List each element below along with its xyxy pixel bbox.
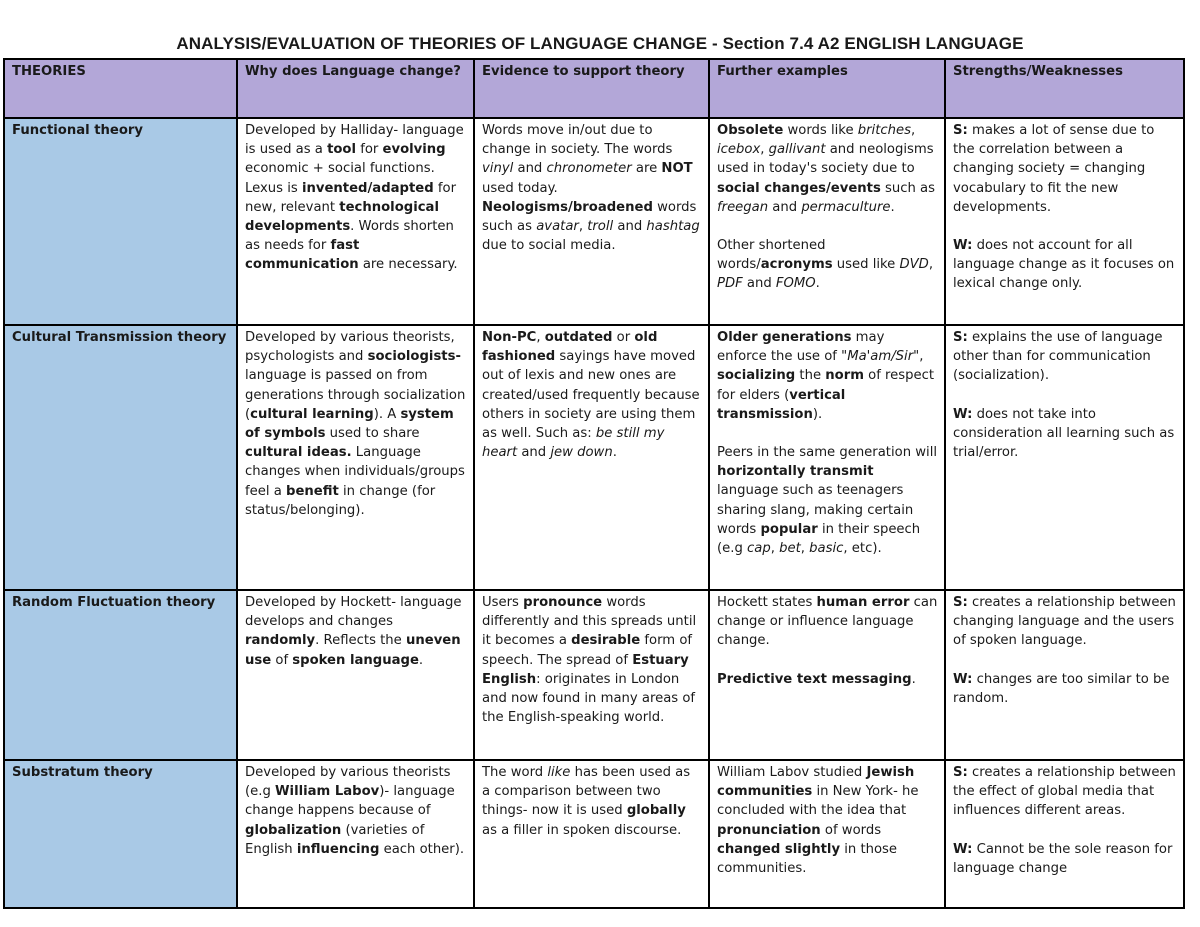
bold-text: cultural ideas. (245, 445, 352, 461)
text-run: and (742, 276, 776, 292)
text-run: Hockett states (717, 595, 817, 610)
table-row (4, 118, 1184, 325)
italic-text: hashtag (646, 219, 700, 235)
cell-paragraph (245, 121, 467, 275)
text-run: used like (832, 257, 900, 273)
bold-text: cultural learning (250, 406, 374, 422)
text-run: Other shortened words/ (717, 238, 826, 273)
text-run: for (356, 142, 383, 158)
header-evidence: Evidence to support theory (474, 59, 709, 118)
bold-text: Older generations (717, 330, 852, 345)
bold-text: socializing (717, 368, 796, 384)
text-run: changes are too similar to be random. (953, 671, 1170, 706)
theory-name: Functional theory (4, 118, 237, 325)
italic-text: Ma'am/Sir (847, 349, 914, 365)
cell-paragraph (953, 328, 1177, 386)
text-run: form of speech. The spread of (482, 633, 693, 668)
text-run: used today. (482, 180, 558, 196)
text-run: the (795, 368, 826, 384)
bold-text: W: (953, 238, 973, 254)
strengths-weaknesses-cell (945, 760, 1184, 908)
further-examples-cell (709, 118, 945, 325)
cell-paragraph (482, 593, 702, 727)
paragraph-gap (717, 424, 938, 443)
why-change-cell (237, 325, 474, 590)
text-run: , etc). (843, 541, 882, 557)
bold-text: tool (327, 142, 357, 158)
text-run: in those communities. (717, 841, 898, 877)
cell-paragraph (953, 670, 1177, 708)
text-run: , (928, 257, 934, 273)
italic-text: basic (809, 541, 844, 557)
italic-text: permaculture (801, 199, 891, 215)
strengths-weaknesses-cell (945, 590, 1184, 760)
italic-text: DVD (899, 257, 929, 273)
bold-text: NOT (661, 161, 693, 177)
text-run: . (612, 445, 617, 461)
bold-text: fast communication (245, 238, 360, 273)
bold-text: old fashioned (482, 330, 658, 365)
bold-text: pronunciation (717, 822, 821, 838)
bold-text: Estuary English (482, 652, 689, 687)
italic-text: jew down (550, 445, 613, 461)
text-run: ). A (373, 406, 401, 422)
text-run: has been used as a comparison between two things- now it is used (482, 765, 691, 819)
bold-text: social changes/events (717, 180, 881, 196)
bold-text: pronounce (523, 595, 603, 610)
table-row (4, 590, 1184, 760)
italic-text: vinyl (482, 161, 514, 177)
cell-paragraph (953, 405, 1177, 463)
text-run: , (578, 219, 588, 235)
cell-paragraph (717, 443, 938, 558)
italic-text: cap (747, 541, 771, 557)
text-run: . (815, 276, 820, 292)
bold-text: technological developments (245, 199, 439, 235)
text-run: or (612, 330, 635, 345)
text-run: The word (482, 765, 548, 780)
text-run: and (517, 445, 551, 461)
bold-text: evolving (382, 142, 446, 158)
text-run: Developed by various theorists, psychologists and (245, 330, 455, 365)
italic-text: be still my heart (482, 426, 665, 461)
bold-text: sociologists- (367, 349, 461, 365)
paragraph-gap (953, 651, 1177, 670)
cell-paragraph (953, 593, 1177, 651)
bold-text: vertical transmission (717, 387, 846, 422)
text-run: in change (for status/belonging). (245, 483, 436, 518)
text-run: in New York- he concluded with the idea that (717, 784, 919, 819)
cell-paragraph (717, 121, 938, 217)
bold-text: system of symbols (245, 406, 454, 442)
bold-text: Neologisms/broadened (482, 199, 653, 215)
text-run: language is passed on from generations through socialization ( (245, 368, 466, 422)
bold-text: horizontally transmit (717, 464, 874, 480)
bold-text: randomly (245, 633, 316, 649)
header-theories: THEORIES (4, 59, 237, 118)
paragraph-gap (717, 217, 938, 236)
text-run: creates a relationship between changing language and the users of spoken language. (953, 595, 1176, 649)
bold-text: influencing (296, 841, 380, 857)
cell-paragraph (482, 328, 702, 462)
italic-text: FOMO (775, 276, 816, 292)
text-run: . Words shorten as needs for (245, 219, 454, 254)
text-run: Words move in/out due to change in society. The words (482, 123, 673, 158)
text-run: and (513, 161, 547, 177)
italic-text: freegan (717, 199, 769, 215)
bold-text: uneven use (245, 633, 461, 668)
paragraph-gap (953, 386, 1177, 405)
bold-text: human error (816, 595, 910, 610)
text-run: creates a relationship between the effect of global media that influences different areas. (953, 765, 1176, 819)
text-run: sayings have moved out of lexis and new ones are created/used frequently because others in society are using them as well. Such as: (482, 349, 700, 442)
cell-paragraph (245, 593, 467, 670)
bold-text: W: (953, 841, 973, 857)
cell-paragraph (717, 236, 938, 294)
bold-text: desirable (571, 633, 641, 649)
text-run: are necessary. (358, 257, 458, 273)
text-run: ). (812, 406, 823, 422)
text-run: , (760, 142, 769, 158)
text-run: can change or influence language change. (717, 595, 938, 649)
italic-text: icebox (717, 142, 761, 158)
cell-paragraph (953, 763, 1177, 821)
bold-text: Non-PC (482, 330, 537, 345)
text-run: may enforce the use of " (717, 330, 885, 365)
text-run: in their speech (e.g (717, 521, 921, 557)
text-run: and (613, 219, 647, 235)
paragraph-gap (953, 217, 1177, 236)
bold-text: norm (825, 368, 864, 384)
text-run: does not account for all language change as it focuses on lexical change only. (953, 238, 1175, 292)
text-run: . (418, 652, 424, 668)
table-row (4, 325, 1184, 590)
bold-text: benefit (286, 483, 339, 499)
text-run: , (536, 330, 545, 345)
text-run: of words (820, 822, 882, 838)
text-run: are (631, 161, 662, 177)
text-run: words such as (482, 199, 697, 235)
text-run: explains the use of language other than for communication (socialization). (953, 330, 1163, 384)
text-run: , (770, 541, 780, 557)
further-examples-cell (709, 325, 945, 590)
document-title: ANALYSIS/EVALUATION OF THEORIES OF LANGUAGE CHANGE - Section 7.4 A2 ENGLISH LANGUAGE (176, 34, 1024, 53)
bold-text: popular (760, 521, 818, 537)
text-run: : originates in London and now found in many areas of the English-speaking world. (482, 671, 696, 726)
header-why-change: Why does Language change? (237, 59, 474, 118)
text-run: due to social media. (482, 238, 616, 254)
cell-paragraph (482, 121, 702, 255)
header-strengths-weaknesses: Strengths/Weaknesses (945, 59, 1184, 118)
text-run: William Labov studied (717, 765, 867, 780)
italic-text: avatar (536, 219, 579, 235)
bold-text: S: (953, 595, 968, 610)
evidence-cell (474, 760, 709, 908)
italic-text: bet (779, 541, 801, 557)
text-run: used to share (325, 426, 420, 442)
theories-table (3, 58, 1185, 909)
cell-paragraph (245, 328, 467, 520)
strengths-weaknesses-cell (945, 325, 1184, 590)
bold-text: globally (626, 803, 686, 819)
text-run: economic + social functions. Lexus is (245, 161, 435, 196)
text-run: Developed by Hockett- language develops and changes (245, 595, 462, 630)
bold-text: W: (953, 671, 973, 687)
text-run: such as (880, 180, 936, 196)
text-run: words differently and this spreads until it becomes a (482, 595, 697, 649)
cell-paragraph (953, 236, 1177, 294)
text-run: )- language change happens because of (245, 784, 455, 819)
bold-text: Jewish communities (717, 765, 915, 800)
text-run: as a filler in spoken discourse. (482, 822, 682, 838)
text-run: Users (482, 595, 524, 610)
bold-text: Obsolete (717, 123, 784, 138)
text-run: and (768, 199, 802, 215)
text-run: ", (913, 349, 924, 365)
bold-text: Predictive text messaging (717, 671, 912, 687)
evidence-cell (474, 590, 709, 760)
cell-paragraph (717, 670, 938, 689)
table-row (4, 760, 1184, 908)
further-examples-cell (709, 760, 945, 908)
bold-text: W: (953, 406, 973, 422)
italic-text: like (547, 765, 571, 780)
cell-paragraph (717, 328, 938, 424)
cell-paragraph (245, 763, 467, 859)
italic-text: gallivant (768, 142, 826, 158)
bold-text: outdated (544, 330, 613, 345)
text-run: language such as teenagers sharing slang, making certain words (717, 483, 914, 537)
bold-text: S: (953, 765, 968, 780)
text-run: does not take into consideration all learning such as trial/error. (953, 406, 1175, 461)
theory-name: Cultural Transmission theory (4, 325, 237, 590)
text-run: of respect for elders ( (717, 368, 935, 403)
text-run: and neologisms used in today's society due to (717, 142, 934, 177)
text-run: Language changes when individuals/groups feel a (245, 445, 465, 499)
text-run: for new, relevant (245, 180, 456, 215)
bold-text: S: (953, 330, 968, 345)
text-run: , (800, 541, 810, 557)
italic-text: PDF (717, 276, 743, 292)
why-change-cell (237, 590, 474, 760)
text-run: words like (783, 123, 858, 138)
paragraph-gap (953, 821, 1177, 840)
bold-text: acronyms (760, 257, 833, 273)
bold-text: globalization (245, 822, 342, 838)
bold-text: S: (953, 123, 968, 138)
cell-paragraph (717, 593, 938, 651)
cell-paragraph (717, 763, 938, 878)
cell-paragraph (482, 763, 702, 840)
text-run: Cannot be the sole reason for language change (953, 841, 1173, 876)
text-run: . (890, 199, 895, 215)
header-row (4, 59, 1184, 118)
evidence-cell (474, 325, 709, 590)
bold-text: William Labov (275, 784, 380, 800)
text-run: each other). (379, 841, 465, 857)
theory-name: Random Fluctuation theory (4, 590, 237, 760)
text-run: Peers in the same generation will (717, 445, 938, 461)
text-run: Developed by Halliday- language is used as a (245, 123, 464, 158)
text-run: of (271, 652, 293, 668)
theory-name: Substratum theory (4, 760, 237, 908)
why-change-cell (237, 118, 474, 325)
cell-paragraph (953, 121, 1177, 217)
italic-text: britches (857, 123, 911, 138)
strengths-weaknesses-cell (945, 118, 1184, 325)
text-run: makes a lot of sense due to the correlation between a changing society = changing vocabulary to fit the new developments. (953, 123, 1155, 215)
evidence-cell (474, 118, 709, 325)
bold-text: changed slightly (717, 841, 841, 857)
italic-text: chronometer (546, 161, 632, 177)
text-run: . Reflects the (315, 633, 406, 649)
text-run: . (911, 671, 916, 687)
text-run: Developed by various theorists (e.g (245, 765, 451, 800)
text-run: (varieties of English (245, 822, 425, 857)
bold-text: invented/adapted (301, 180, 434, 196)
cell-paragraph (953, 840, 1177, 878)
further-examples-cell (709, 590, 945, 760)
header-further-examples: Further examples (709, 59, 945, 118)
italic-text: troll (587, 219, 614, 235)
text-run: , (911, 123, 916, 138)
bold-text: spoken language (292, 652, 419, 668)
why-change-cell (237, 760, 474, 908)
paragraph-gap (717, 651, 938, 670)
